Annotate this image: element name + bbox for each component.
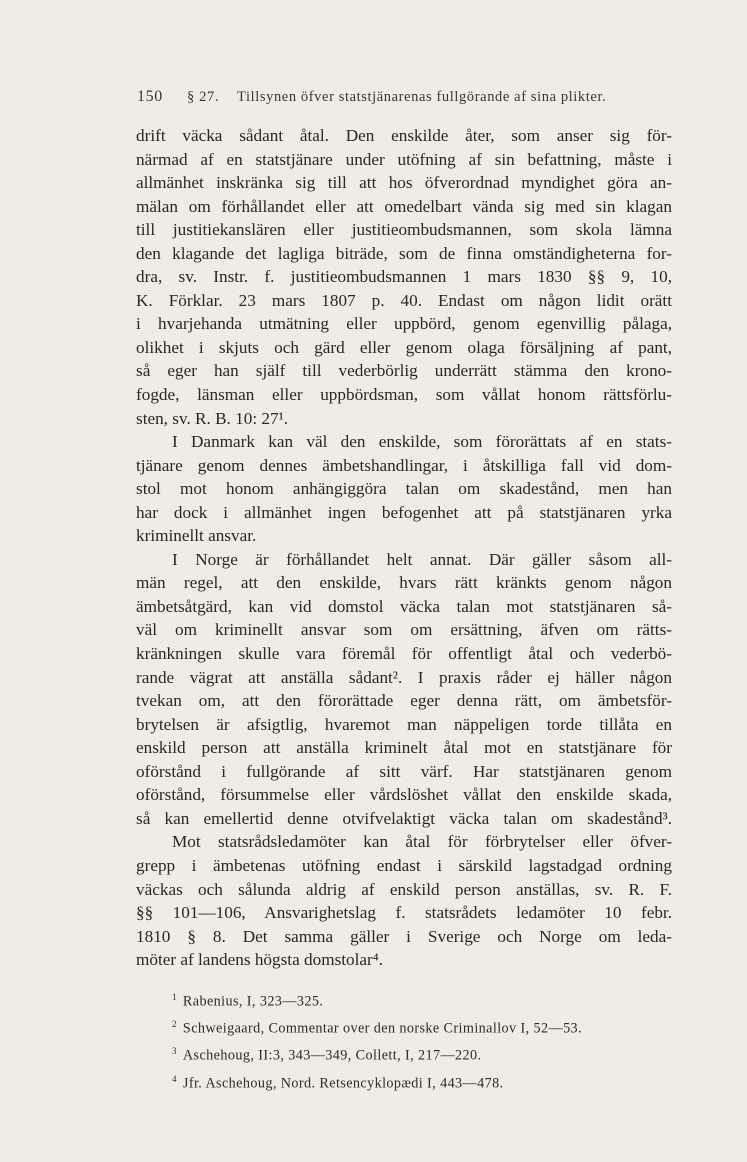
text-line: väl om kriminellt ansvar som om ersättning, äfven om rätts- <box>136 620 672 640</box>
text-line: sten, sv. R. B. 10: 27¹. <box>136 408 289 428</box>
running-title: Tillsynen öfver statstjänarenas fullgörande af sina plikter. <box>237 89 607 105</box>
text-line: den klagande det lagliga biträde, som de finna omständigheterna for- <box>136 243 672 263</box>
paragraph-start-norway: I Norge är förhållandet helt annat. Där gäller såsom all- <box>172 549 672 569</box>
text-line: i hvarjehanda utmätning eller uppbörd, genom egenvillig pålaga, <box>136 314 672 334</box>
text-line: tvekan om, att den förorättade eger denna rätt, om ämbetsför- <box>136 691 672 711</box>
text-line: män regel, att den enskilde, hvars rätt kränkts genom någon <box>136 573 672 593</box>
text-line: §§ 101—106, Ansvarighetslag f. statsrådets ledamöter 10 febr. <box>136 903 672 923</box>
text-line: fogde, länsman eller uppbördsman, som vållat honom rättsförlu- <box>136 385 672 405</box>
text-line: till justitiekanslären eller justitieombudsmannen, som skola lämna <box>136 220 672 240</box>
text-line: så kan emellertid denne otvifvelaktigt väcka talan om skadestånd³. <box>136 808 672 828</box>
text-line: K. Förklar. 23 mars 1807 p. 40. Endast om någon lidit orätt <box>136 290 672 310</box>
text-line: grepp i ämbetenas utöfning endast i särskild lagstadgad ordning <box>136 855 672 875</box>
text-line: oförstånd, försummelse eller vårdslöshet vållat den enskilde skada, <box>136 785 672 805</box>
text-line: allmänhet inskränka sig till att hos öfverordnad myndighet göra an- <box>136 173 672 193</box>
section-number: § 27. <box>187 89 220 105</box>
footnote: $^3$ Aschehoug, II:3, 343—349, Collett, I, 217—220. <box>172 1046 482 1065</box>
running-header <box>137 88 677 106</box>
text-line: kränkningen skulle vara föremål för offentligt åtal och vederbö- <box>136 644 672 664</box>
footnote: $^4$ Jfr. Aschehoug, Nord. Retsencyklopædi I, 443—478. <box>172 1073 504 1092</box>
text-line: enskild person att anställa kriminelt åtal mot en statstjänare för <box>136 738 672 758</box>
text-line: kriminellt ansvar. <box>136 526 257 546</box>
text-line: möter af landens högsta domstolar⁴. <box>136 950 384 970</box>
text-line: tjänare genom dennes ämbetshandlingar, i åtskilliga fall vid dom- <box>136 455 672 475</box>
text-line: så eger han själf till vederbörlig underrätt stämma den krono- <box>136 361 672 381</box>
page-number: 150 <box>137 88 163 105</box>
text-line: väckas och sålunda aldrig af enskild person anställas, sv. R. F. <box>136 879 672 899</box>
text-line: ämbetsåtgärd, kan vid domstol väcka talan mot statstjänaren så- <box>136 596 672 616</box>
paragraph-start-denmark: I Danmark kan väl den enskilde, som förorättats af en stats- <box>172 432 672 452</box>
footnotes <box>172 986 672 1095</box>
paragraph-start-ministers: Mot statsrådsledamöter kan åtal för förbrytelser eller öfver- <box>172 832 672 852</box>
text-line: rande vägrat att anställa sådant². I praxis råder ej häller någon <box>136 667 672 687</box>
text-line: olikhet i skjuts och gärd eller genom olaga försäljning af pant, <box>136 337 672 357</box>
text-line: har dock i allmänhet ingen befogenhet att på statstjänaren yrka <box>136 502 672 522</box>
text-line: 1810 § 8. Det samma gäller i Sverige och Norge om leda- <box>136 926 672 946</box>
text-line: mälan om förhållandet eller att omedelbart vända sig med sin klagan <box>136 196 672 216</box>
text-line: oförstånd i fullgörande af sitt värf. Har statstjänaren genom <box>136 761 672 781</box>
main-text <box>136 124 672 972</box>
text-line: stol mot honom anhängiggöra talan om skadestånd, men han <box>136 479 672 499</box>
text-line: dra, sv. Instr. f. justitieombudsmannen 1 mars 1830 §§ 9, 10, <box>136 267 672 287</box>
text-line: drift väcka sådant åtal. Den enskilde åter, som anser sig för- <box>136 126 672 145</box>
text-line: brytelsen är afsigtlig, hvaremot man näppeligen torde tillåta en <box>136 714 672 734</box>
text-line: närmad af en statstjänare under utöfning af sin befattning, måste i <box>136 149 672 169</box>
footnote: $^2$ Schweigaard, Commentar over den norske Criminallov I, 52—53. <box>172 1019 583 1037</box>
footnote: $^1$ Rabenius, I, 323—325. <box>172 992 324 1010</box>
